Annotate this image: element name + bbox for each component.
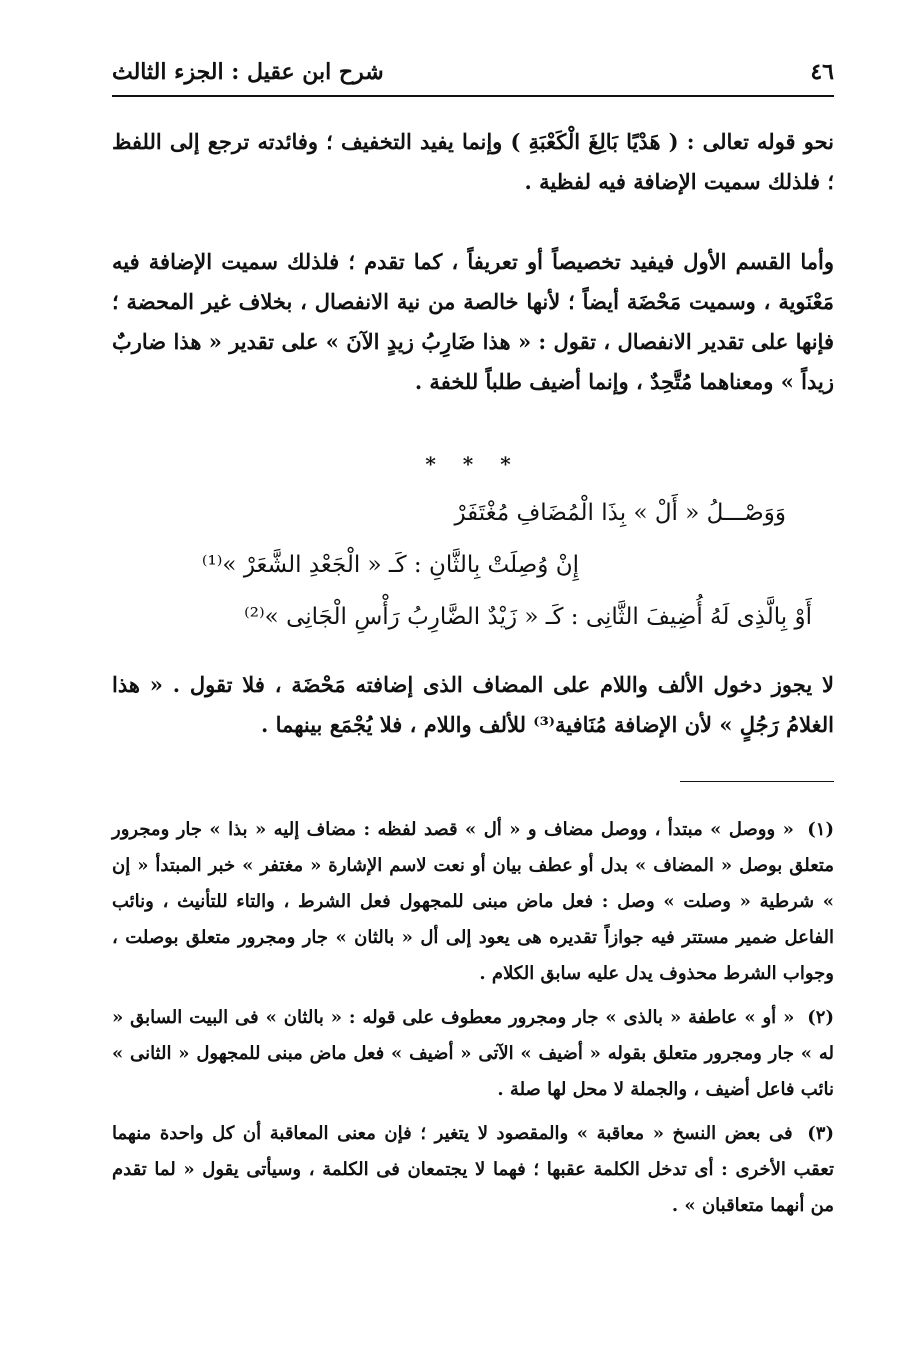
footnote-text: « ووصل » مبتدأ ، ووصل مضاف و « أل » قصد لفظه : مضاف إليه « بذا » جار ومجرور متعلق بوصل « المضاف » بدل أو عطف بيان أو نعت لاسم الإشارة « مغتفر » خبر المبتدأ « إن » شرطية « وصلت » وصل : فعل ماض مبنى للمجهول فعل الشرط ، والتاء للتأنيث ، ونائب الفاعل ضمير مستتر فيه جوازاً تقديره هى يعود إلى أل « بالثان » جار ومجرور متعلق بوصلت ، وجواب الشرط محذوف يدل عليه سابق الكلام . xyxy=(112,819,834,984)
verse-line-3: أَوْ بِالَّذِى لَهُ أُضِيفَ الثَّانِى : كَـ « زَيْدٌ الضَّارِبُ رَأْسِ الْجَانِى »⁽²⁾ xyxy=(244,604,812,630)
page-number: ٤٦ xyxy=(810,59,834,85)
paragraph-3: لا يجوز دخول الألف واللام على المضاف الذى إضافته مَحْضَة ، فلا تقول . « هذا الغلامُ رَجُلٍ » لأن الإضافة مُنَافية⁽³⁾ للألف واللام ، فلا يُجْمَع بينهما . xyxy=(112,672,834,737)
footnote-number: (٢) xyxy=(807,1007,834,1028)
verse-line-2: إِنْ وُصِلَتْ بِالثَّانِ : كَـ « الْجَعْدِ الشَّعَرْ »⁽¹⁾ xyxy=(201,552,579,578)
paragraph-1: نحو قوله تعالى : ( هَدْيًا بَالِغَ الْكَعْبَةِ ) وإنما يفيد التخفيف ؛ وفائدته ترجع إلى اللفظ ؛ فلذلك سميت الإضافة فيه لفظية . xyxy=(112,129,834,194)
footnotes xyxy=(112,812,834,1232)
footnote-text: « أو » عاطفة « بالذى » جار ومجرور معطوف على قوله : « بالثان » فى البيت السابق « له » جار ومجرور متعلق بقوله « أضيف » الآتى « أضيف » فعل ماض مبنى للمجهول « الثانى » نائب فاعل أضيف ، والجملة لا محل لها صلة . xyxy=(112,1007,834,1100)
section-separator: * * * xyxy=(425,452,521,476)
header-rule xyxy=(112,95,834,97)
verse-line-1: وَوَصْـــلُ « أَلْ » بِذَا الْمُضَافِ مُغْتَفَرْ xyxy=(454,500,786,526)
footnote-3 xyxy=(112,1116,834,1224)
paragraph-2: وأما القسم الأول فيفيد تخصيصاً أو تعريفاً ، كما تقدم ؛ فلذلك سميت الإضافة فيه مَعْنَوية ، وسميت مَحْضَة أيضاً ؛ لأنها خالصة من نية الانفصال ، بخلاف غير المحضة ؛ فإنها على تقدير الانفصال ، تقول : « هذا ضَارِبُ زيدٍ الآنَ » على تقدير « هذا ضاربٌ زيداً » ومعناهما مُتَّحِدٌ ، وإنما أضيف طلباً للخفة . xyxy=(112,249,834,394)
footnote-text: فى بعض النسخ « معاقبة » والمقصود لا يتغير ؛ فإن معنى المعاقبة أن كل واحدة منهما تعقب الأخرى : أى تدخل الكلمة عقبها ؛ فهما لا يجتمعان فى الكلمة ، وسيأتى يقول « لما تقدم من أنهما متعاقبان » . xyxy=(112,1123,834,1216)
footnote-rule xyxy=(680,781,834,782)
footnote-1 xyxy=(112,812,834,992)
page-header xyxy=(112,52,834,92)
running-title: شرح ابن عقيل : الجزء الثالث xyxy=(112,59,384,85)
footnote-number: (٣) xyxy=(807,1123,834,1144)
footnote-number: (١) xyxy=(807,819,834,840)
footnote-2 xyxy=(112,1000,834,1108)
